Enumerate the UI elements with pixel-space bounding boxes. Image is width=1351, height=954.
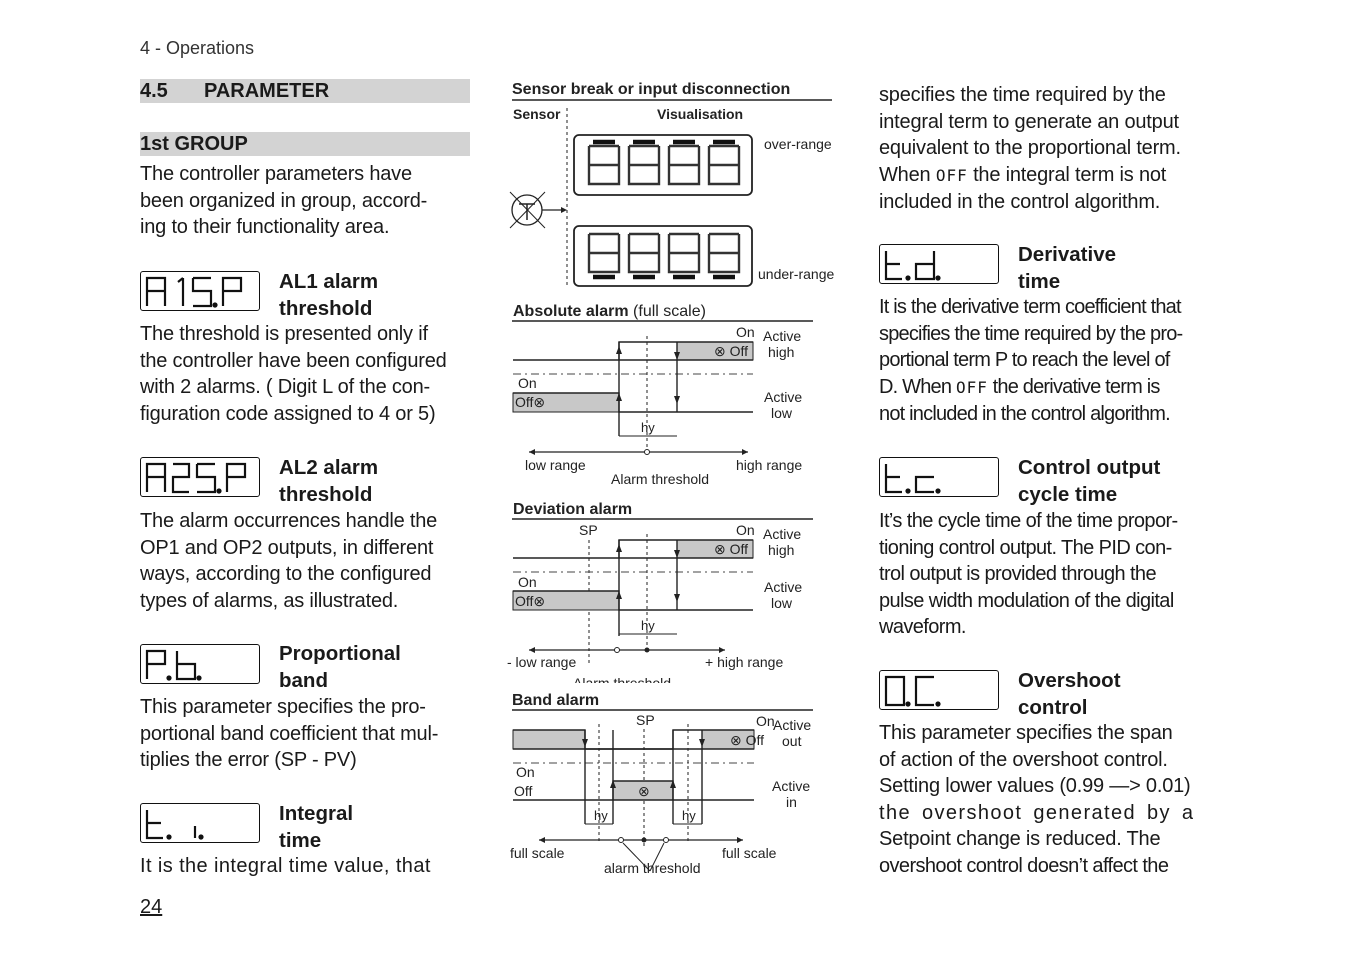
param-title-al1	[279, 268, 378, 322]
label-high-range: + high range	[705, 654, 784, 670]
group-intro	[140, 161, 472, 241]
text-line: waveform.	[879, 616, 966, 639]
lcd-segments	[141, 272, 259, 310]
lcd-display-tc	[879, 457, 999, 497]
label-under-range: under-range	[758, 266, 835, 282]
text-line: figuration code assigned to 4 or 5)	[140, 402, 436, 425]
title-line: threshold	[279, 297, 373, 320]
text-line: been organized in group, accord-	[140, 189, 428, 212]
label-over-range: over-range	[764, 136, 832, 152]
lcd-display-pb	[140, 644, 260, 684]
text-line: ing to their functionality area.	[140, 216, 390, 239]
title-line: threshold	[279, 483, 373, 506]
param-title-tc	[1018, 454, 1160, 508]
lcd-segments	[880, 671, 998, 709]
lcd-segments	[141, 804, 259, 842]
title-line: Control output	[1018, 456, 1161, 479]
label-off: ⊗ Off	[714, 541, 749, 557]
text-line	[879, 162, 1214, 190]
label-on: On	[518, 375, 537, 391]
text-line: the overshoot generated by a	[879, 801, 1195, 824]
lcd-segments	[141, 645, 259, 683]
text-rest: the integral term is not	[967, 163, 1167, 186]
text-line: portional band coefficient that mul-	[140, 722, 439, 745]
text-line: The threshold is presented only if	[140, 323, 428, 345]
text-line	[879, 374, 1224, 402]
text-line: the controller have been configured	[140, 349, 447, 372]
label-on: On	[736, 522, 755, 538]
text-line: tiplies the error (SP - PV)	[140, 749, 357, 772]
label-off: Off	[514, 783, 533, 799]
text-line: trol output is provided through the	[879, 563, 1156, 586]
diagram-title-sensor: Sensor break or input disconnection	[512, 81, 791, 98]
param-title-td	[1018, 241, 1116, 295]
label-full-scale-right: full scale	[722, 845, 777, 861]
integral-continued	[879, 82, 1214, 216]
group-heading	[140, 132, 470, 156]
title-line: AL1 alarm	[279, 270, 379, 293]
title-line: Derivative	[1018, 243, 1117, 266]
label-on: On	[756, 713, 775, 729]
sensor-icon	[510, 192, 567, 228]
text-line: of action of the overshoot control.	[879, 748, 1168, 771]
title-line: time	[279, 829, 322, 852]
label-on: On	[516, 764, 535, 780]
display-over-range	[574, 135, 752, 195]
running-header: 4 - Operations	[140, 38, 255, 58]
lcd-segments	[880, 245, 998, 283]
band-alarm-diagram	[510, 692, 813, 876]
param-desc-td	[879, 294, 1224, 428]
label-sp: SP	[636, 712, 655, 728]
label-alarm-threshold: Alarm threshold	[611, 471, 710, 487]
param-title-pb	[279, 640, 401, 694]
deviation-alarm-diagram	[505, 501, 813, 693]
label-full-scale-left: full scale	[510, 845, 565, 861]
label-off: Off⊗	[515, 394, 546, 410]
label-on: On	[518, 574, 537, 590]
text-when: D. When	[879, 375, 952, 398]
param-desc-pb	[140, 694, 475, 774]
label-on: On	[736, 324, 755, 340]
text-line: ways, according to the configured	[140, 563, 432, 586]
section-title: PARAMETER	[204, 80, 330, 102]
section-number: 4.5	[140, 80, 168, 102]
text-line: portional term P to reach the level of	[879, 349, 1170, 372]
param-desc-al2	[140, 508, 475, 614]
lcd-segments	[880, 458, 998, 496]
text-line: The alarm occurrences handle the	[140, 510, 438, 532]
lcd-display-oc	[879, 670, 999, 710]
lcd-off-text: OFF	[935, 165, 968, 185]
alarm-diagrams	[505, 76, 840, 881]
label-low-range: - low range	[507, 654, 577, 670]
label-active-low: Active low	[764, 389, 803, 421]
label-hy: hy	[594, 808, 608, 823]
group-title: 1st GROUP	[140, 133, 248, 155]
text-when: When	[879, 163, 931, 186]
text-line: It is the derivative term coefficient that	[879, 296, 1181, 318]
text-line: Setpoint change is reduced. The	[879, 828, 1161, 851]
text-line: This parameter specifies the span	[879, 722, 1173, 744]
title-line: cycle time	[1018, 483, 1118, 506]
title-line: Proportional	[279, 642, 401, 665]
text-rest: the derivative term is	[987, 375, 1160, 398]
diagram-title-deviation: Deviation alarm	[513, 501, 633, 518]
text-line: The controller parameters have	[140, 163, 412, 185]
text-line: types of alarms, as illustrated.	[140, 589, 399, 612]
col-visualisation: Visualisation	[657, 106, 744, 122]
title-line: Integral	[279, 802, 354, 825]
title-line: band	[279, 669, 328, 692]
label-low-range: low range	[525, 457, 586, 473]
lcd-display-td	[879, 244, 999, 284]
text-line: It is the integral time value, that	[140, 855, 431, 877]
label-hy: hy	[641, 420, 655, 435]
diagram-title-absolute: Absolute alarm (full scale)	[513, 303, 706, 320]
label-alarm-threshold: alarm threshold	[604, 860, 701, 876]
lcd-off-text: OFF	[955, 377, 988, 397]
title-line: Overshoot	[1018, 669, 1121, 692]
text-line: not included in the control algorithm.	[879, 403, 1170, 426]
col-sensor: Sensor	[513, 106, 561, 122]
label-active-high: Active high	[763, 526, 802, 558]
text-line: tioning control output. The PID con-	[879, 536, 1172, 559]
display-under-range	[574, 226, 752, 286]
text-line: It’s the cycle time of the time propor-	[879, 510, 1178, 532]
lcd-display-a1sp	[140, 271, 260, 311]
text-line: specifies the time required by the	[879, 84, 1166, 106]
page-number: 24	[140, 896, 163, 918]
label-hy: hy	[682, 808, 696, 823]
label-sp: SP	[579, 522, 598, 538]
lcd-display-ti	[140, 803, 260, 843]
param-title-al2	[279, 454, 378, 508]
param-title-oc	[1018, 667, 1121, 721]
label-active-high: Active high	[763, 328, 802, 360]
text-line: specifies the time required by the pro-	[879, 322, 1183, 345]
absolute-alarm-diagram	[512, 303, 813, 487]
param-desc-ti	[140, 853, 475, 880]
param-desc-oc	[879, 720, 1219, 880]
text-line: pulse width modulation of the digital	[879, 589, 1174, 612]
text-line: included in the control algorithm.	[879, 191, 1161, 214]
section-heading	[140, 79, 470, 103]
label-off: ⊗ Off	[730, 732, 765, 748]
label-off: Off⊗	[515, 593, 546, 609]
label-active-out: Active out	[773, 717, 812, 749]
label-hy: hy	[641, 618, 655, 633]
label-off: ⊗ Off	[714, 343, 749, 359]
title-line: AL2 alarm	[279, 456, 379, 479]
lcd-display-a2sp	[140, 457, 260, 497]
diagram-title-band: Band alarm	[512, 692, 600, 709]
text-line: overshoot control doesn’t affect the	[879, 854, 1169, 877]
off-symbol-icon: ⊗	[638, 783, 650, 799]
text-line: with 2 alarms. ( Digit L of the con-	[140, 376, 430, 399]
title-line: control	[1018, 696, 1088, 719]
text-line: OP1 and OP2 outputs, in different	[140, 536, 434, 559]
text-line: integral term to generate an output	[879, 110, 1179, 133]
param-title-ti	[279, 800, 353, 854]
title-line: time	[1018, 270, 1061, 293]
text-line: This parameter specifies the pro-	[140, 696, 426, 718]
label-active-low: Active low	[764, 579, 803, 611]
text-line: equivalent to the proportional term.	[879, 137, 1181, 160]
label-high-range: high range	[736, 457, 803, 473]
param-desc-al1	[140, 321, 475, 427]
param-desc-tc	[879, 508, 1224, 641]
lcd-segments	[141, 458, 259, 496]
text-line: Setting lower values (0.99 —> 0.01)	[879, 775, 1191, 798]
label-active-in: Active in	[772, 778, 811, 810]
